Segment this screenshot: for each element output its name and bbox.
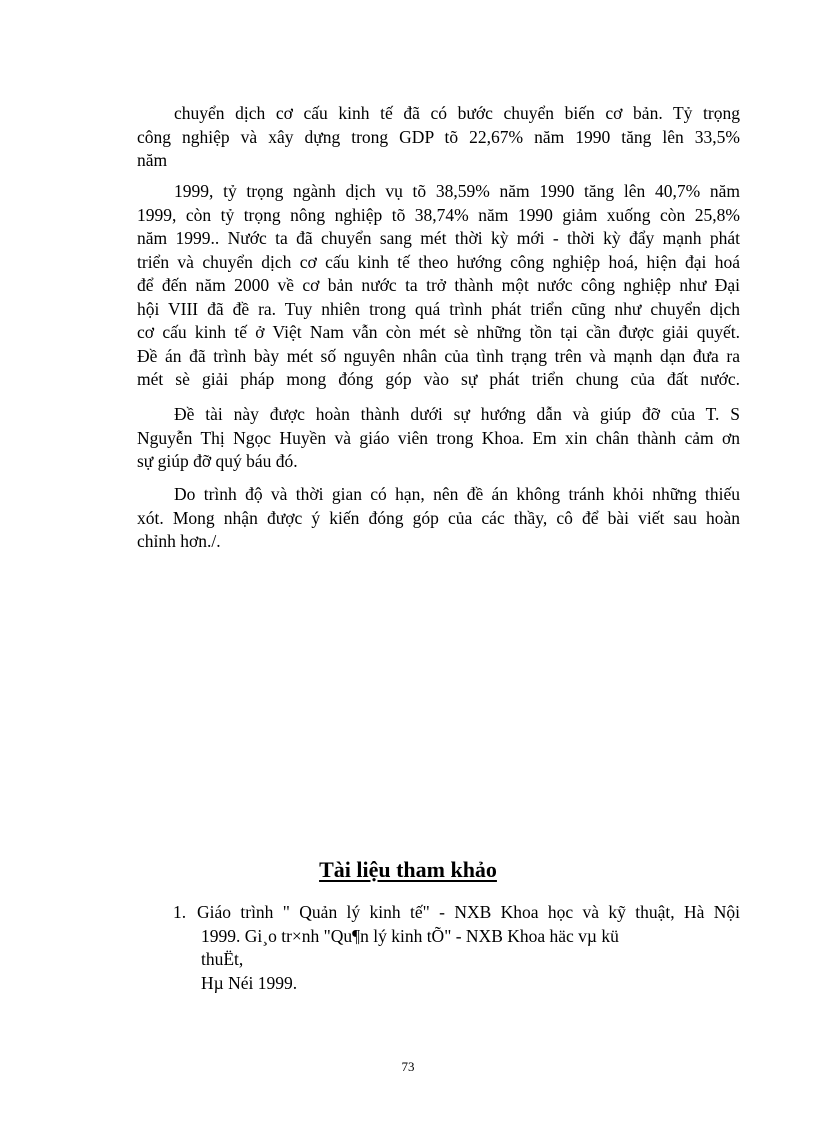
paragraph-2 — [137, 180, 740, 392]
page-number: 73 — [401, 1059, 415, 1074]
paragraph-4 — [137, 483, 740, 554]
text-line: chuyển dịch cơ cấu kinh tế đã có bước chuyển biến cơ bản. Tỷ trọng — [174, 103, 740, 123]
text-line: cơ cấu kinh tế ở Việt Nam vẫn còn mét sè những tồn tại cần được giải quyết. — [137, 322, 740, 342]
reference-line — [173, 901, 740, 925]
references-heading — [0, 856, 816, 884]
reference-line: thuËt, — [201, 949, 244, 969]
reference-text: Giáo trình " Quản lý kinh tế" - NXB Khoa học và kỹ thuật, Hà Nội — [197, 902, 740, 922]
text-line: Đề án đã trình bày mét số nguyên nhân của tình trạng trên và mạnh dạn đưa ra — [137, 345, 740, 366]
text-line: năm — [137, 150, 168, 170]
text-line: công nghiệp và xây dựng trong GDP tõ 22,67% năm 1990 tăng lên 33,5% — [137, 126, 740, 147]
text-line: sự giúp đỡ quý báu đó. — [137, 451, 298, 471]
text-line: mét sè giải pháp mong đóng góp vào sự phát triển chung của đất nước. — [137, 369, 740, 389]
text-line: xót. Mong nhận được ý kiến đóng góp của các thầy, cô để bài viết sau hoàn — [137, 507, 740, 528]
text-line: để đến năm 2000 về cơ bản nước ta trở thành một nước công nghiệp như Đại — [137, 275, 740, 295]
text-line: 1999, còn tỷ trọng nông nghiệp tõ 38,74% năm 1990 giảm xuống còn 25,8% — [137, 204, 740, 225]
text-line: năm 1999.. Nước ta đã chuyển sang mét thời kỳ mới - thời kỳ đẩy mạnh phát — [137, 228, 740, 248]
text-line: chỉnh hơn./. — [137, 531, 221, 551]
text-line: triển và chuyển dịch cơ cấu kinh tế theo hướng công nghiệp hoá, hiện đại hoá — [137, 251, 740, 272]
reference-line: Hµ Néi 1999. — [201, 972, 298, 993]
paragraph-1 — [137, 102, 740, 173]
paragraph-3 — [137, 403, 740, 474]
references-list — [173, 901, 740, 995]
text-line: Nguyễn Thị Ngọc Huyền và giáo viên trong Khoa. Em xin chân thành cảm ơn — [137, 427, 740, 448]
reference-number: 1. — [173, 902, 187, 922]
text-line: Đề tài này được hoàn thành dưới sự hướng dẫn và giúp đỡ của T. S — [174, 404, 740, 424]
text-line: 1999, tỷ trọng ngành dịch vụ tõ 38,59% năm 1990 tăng lên 40,7% năm — [174, 181, 740, 201]
text-line: Do trình độ và thời gian có hạn, nên đề án không tránh khỏi những thiếu — [174, 484, 740, 504]
reference-item — [173, 901, 740, 995]
references-heading-text: Tài liệu tham khảo — [319, 857, 497, 882]
text-line: hội VIII đã đề ra. Tuy nhiên trong quá trình phát triển cũng như chuyển dịch — [137, 298, 740, 319]
reference-line: 1999. Gi¸o tr×nh "Qu¶n lý kinh tÕ" - NXB Khoa häc vµ kü — [201, 925, 619, 946]
